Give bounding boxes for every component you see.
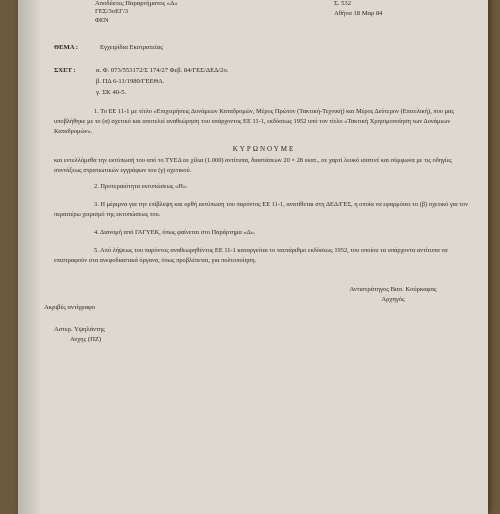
page-shadow bbox=[18, 0, 40, 514]
sender-line-2: ΓΕΣ/3οΕΓ/3 bbox=[95, 8, 129, 15]
paragraph-4: 4. Διανομή από ΓΑΓΥΕΚ, όπως φαίνεται στο Παράρτημα «Δ». bbox=[94, 229, 256, 236]
certifier-rank: Ανχης (ΠΖ) bbox=[70, 336, 102, 343]
sender-line-1: Αποδέκτες Παραρτήματος «Δ» bbox=[95, 0, 178, 7]
subject-label: ΘΕΜΑ : bbox=[54, 44, 78, 51]
sender-line-3: ΦΕΝ bbox=[95, 17, 109, 24]
paragraph-3: 3. Η μέριμνα για την επίβλεψη και ορθή εκτύπωση του παρόντος ΕΕ 11-1, ανατίθεται στη ΔΕΔ/ΓΕΣ, η οποία να εφαρμόσει το (β) σχετικό για τον περαιτέρω χειρισμό της εκτυπώσεως του. bbox=[54, 201, 469, 218]
paragraph-5: 5. Από λήψεως του παρόντος αναθεωρηθέντος ΕΕ 11-1 καταργείται το ταυτάριθμο εκδόσεως 1952, του οποίου τα υπάρχοντα αντίτυπα να επιστραφούν στα ανεφοδιαστικά όργανα, όπως προβλέπεται, για πολτοποίηση. bbox=[54, 247, 448, 264]
reference-item: γ. ΣΚ 40-5. bbox=[96, 89, 127, 96]
decree-text: και εντελλόμεθα την εκτύπωσή του από το ΤΥΕΔ σε χίλια (1.000) αντίτυπα, διαστάσεων 20 × 28 εκατ., σε χαρτί λευκό ισατινέ και σύμφωνα με τις οδηγίες συντάξεως στρατιωτικών εγγράφων του (γ) σχετικού. bbox=[54, 157, 452, 174]
certified-copy-label: Ακριβές αντίγραφο bbox=[44, 304, 96, 311]
place-date: Αθήνα 18 Μαρ 84 bbox=[334, 10, 383, 17]
certifier-name: Αστερ. Υψηλάντης bbox=[54, 326, 105, 333]
document-page bbox=[18, 0, 488, 514]
references-label: ΣΧΕΤ : bbox=[54, 67, 76, 74]
reference-item: α. Φ. 073/553172/Σ 174/27 Φεβ. 84/ΓΕΣ/ΔΕΔ/2ο. bbox=[96, 67, 229, 74]
signatory-name: Αντιστράτηγος Βασ. Κούρκαφας bbox=[349, 286, 437, 293]
paragraph-2: 2. Προτεραιότητα εκτυπώσεως «Η». bbox=[94, 183, 188, 190]
paragraph-1: 1. Το ΕΕ 11-1 με τίτλο «Επιχειρήσεις Δυνάμεων Καταδρομών, Μέρος Πρώτον (Τακτική-Τεχνική) και Μέρος Δεύτερον (Επιτελική), που μας υποβλήθηκε με το (α) σχετικό και αποτελεί αναθεώρηση του υπάρχοντος ΕΕ 11-1, εκδόσεως 1952 υπό τον τίτλο «Τακτική Χρησιμοποίηση των Δυνάμεων Καταδρομών». bbox=[54, 108, 454, 135]
signatory-title: Αρχηγός bbox=[381, 296, 405, 303]
subject-text: Εγχειρίδια Εκστρατείας bbox=[100, 44, 163, 51]
reference-item: β. ΠΔ 6-11/1980/ΓΕΕΘΑ. bbox=[96, 78, 165, 85]
reference-number: Σ. 532 bbox=[334, 0, 352, 7]
decree-word: ΚΥΡΩΝΟΥΜΕ bbox=[232, 145, 296, 153]
